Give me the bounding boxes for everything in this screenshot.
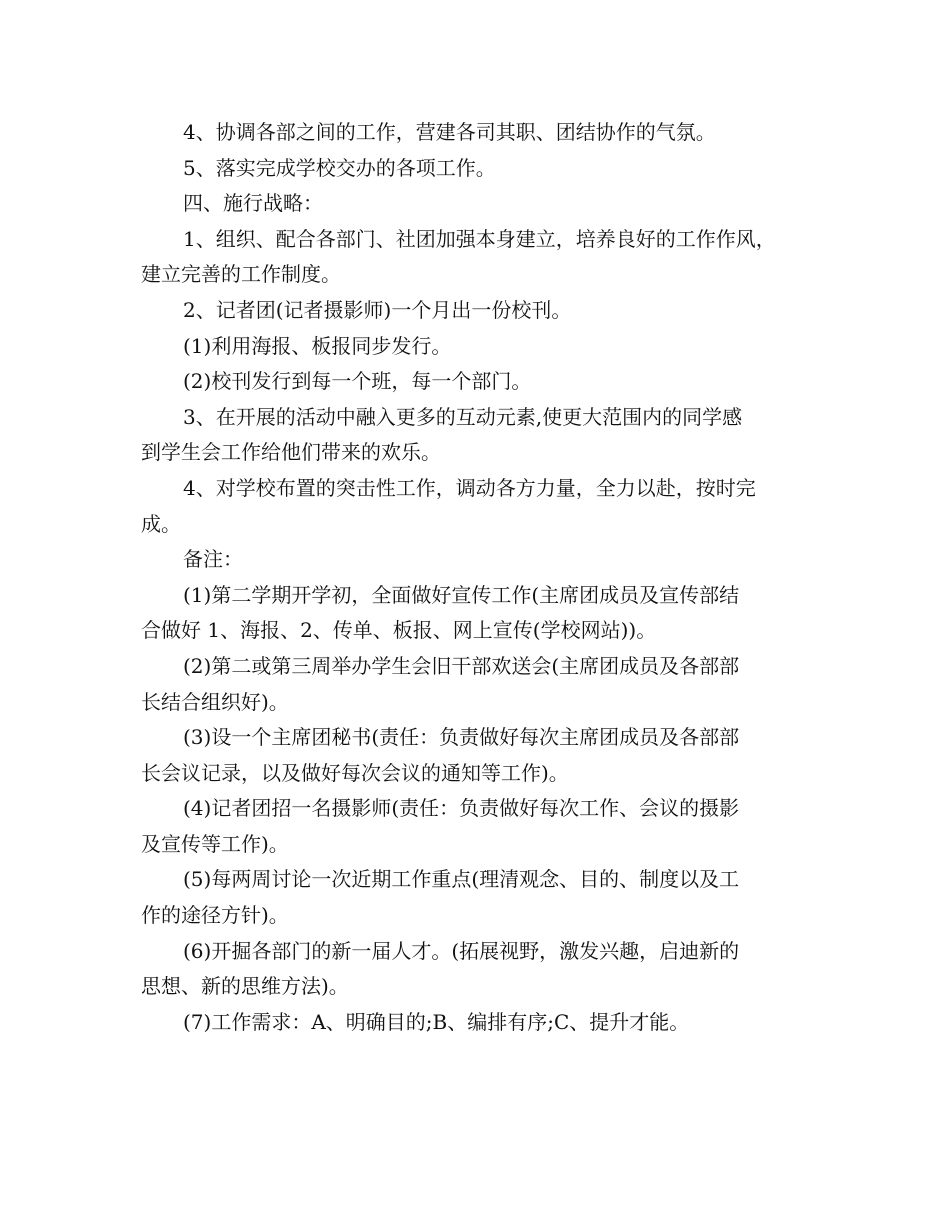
paragraph: [141, 649, 811, 720]
text-line: (3)设一个主席团秘书(责任：负责做好每次主席团成员及各部部: [183, 725, 740, 750]
paragraph: [141, 115, 811, 151]
text-line: 5、落实完成学校交办的各项工作。: [183, 155, 496, 180]
text-line: (2)第二或第三周举办学生会旧干部欢送会(主席团成员及各部部: [183, 653, 740, 678]
document-body: [141, 115, 811, 1040]
text-line: (7)工作需求：A、明确目的;B、编排有序;C、提升才能。: [183, 1009, 690, 1034]
text-line: 1、组织、配合各部门、社团加强本身建立，培养良好的工作作风，: [183, 226, 776, 251]
paragraph: [141, 364, 811, 400]
text-line: 2、记者团(记者摄影师)一个月出一份校刊。: [183, 297, 572, 322]
text-line: (1)第二学期开学初，全面做好宣传工作(主席团成员及宣传部结: [183, 582, 740, 607]
paragraph: [141, 1005, 811, 1041]
paragraph: [141, 862, 811, 933]
section-heading: [141, 186, 811, 222]
paragraph: [141, 720, 811, 791]
text-line: 备注：: [183, 547, 243, 572]
paragraph: [141, 578, 811, 649]
paragraph: [141, 471, 811, 542]
text-line: 长会议记录，以及做好每次会议的通知等工作)。: [141, 760, 569, 785]
text-line: 四、施行战略：: [183, 191, 323, 216]
paragraph: [141, 293, 811, 329]
text-line: (4)记者团招一名摄影师(责任：负责做好每次工作、会议的摄影: [183, 796, 740, 821]
text-line: 成。: [141, 511, 181, 536]
section-heading: [141, 542, 811, 578]
text-line: 建立完善的工作制度。: [141, 262, 341, 287]
paragraph: [141, 791, 811, 862]
text-line: 3、在开展的活动中融入更多的互动元素,使更大范围内的同学感: [183, 404, 743, 429]
text-line: (6)开掘各部门的新一届人才。(拓展视野，激发兴趣，启迪新的: [183, 938, 740, 963]
text-line: 合做好 1、海报、2、传单、板报、网上宣传(学校网站))。: [141, 618, 657, 643]
paragraph: [141, 934, 811, 1005]
text-line: 4、对学校布置的突击性工作，调动各方力量，全力以赴，按时完: [183, 475, 756, 500]
text-line: (1)利用海报、板报同步发行。: [183, 333, 452, 358]
text-line: 4、协调各部之间的工作，营建各司其职、团结协作的气氛。: [183, 120, 716, 144]
text-line: 长结合组织好)。: [141, 689, 289, 714]
paragraph: [141, 222, 811, 293]
paragraph: [141, 400, 811, 471]
text-line: 到学生会工作给他们带来的欢乐。: [141, 440, 441, 465]
text-line: (5)每两周讨论一次近期工作重点(理清观念、目的、制度以及工: [183, 867, 740, 892]
text-line: (2)校刊发行到每一个班，每一个部门。: [183, 369, 532, 394]
paragraph: [141, 329, 811, 365]
text-line: 思想、新的思维方法)。: [141, 974, 349, 999]
text-line: 及宣传等工作)。: [141, 831, 289, 856]
text-line: 作的途径方针)。: [141, 903, 289, 928]
paragraph: [141, 151, 811, 187]
